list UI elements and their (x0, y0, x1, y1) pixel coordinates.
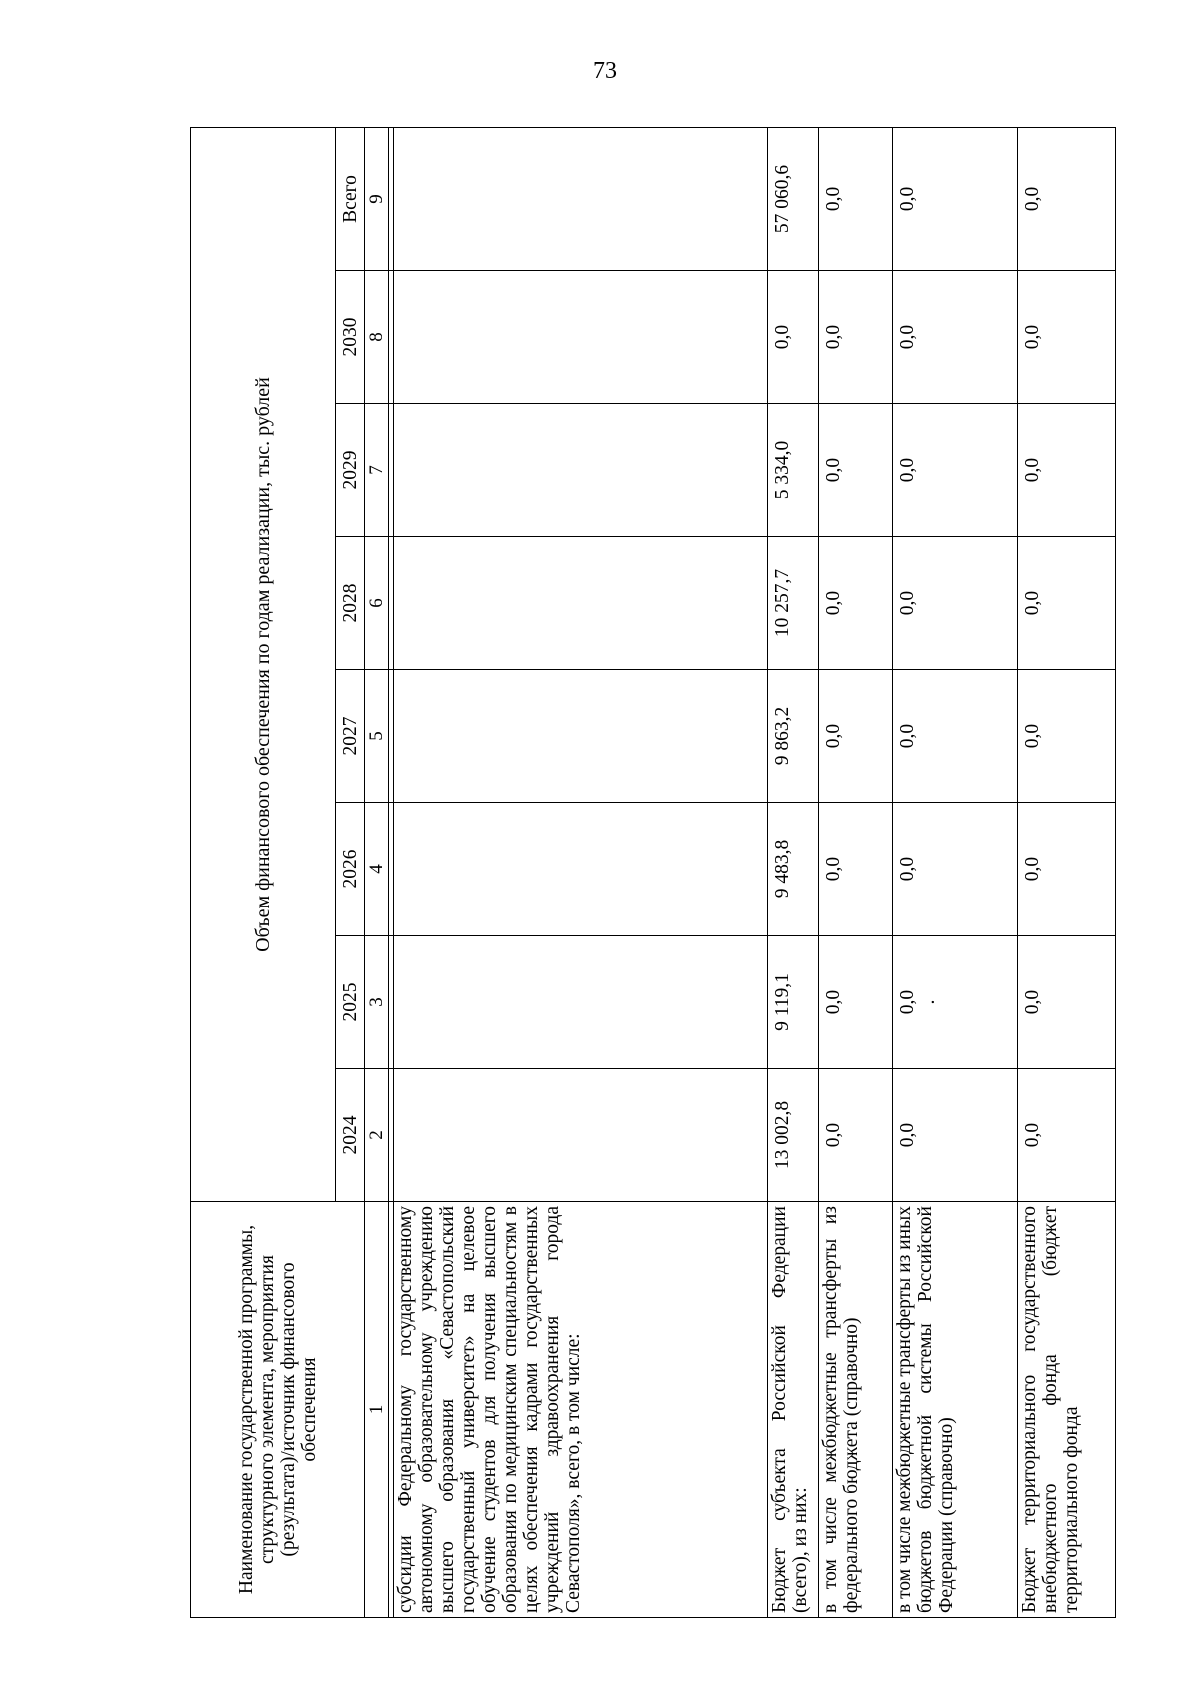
header-year: 2027 (336, 670, 365, 803)
row-name: Бюджет территориального государственного внебюджетного фонда (бюджет территориального фонда (1018, 1202, 1116, 1618)
row-value: 0,0 (892, 670, 1017, 803)
header-year: 2024 (336, 1069, 365, 1202)
row-value: 0,0 (1018, 271, 1116, 404)
row-value: 13 002,8 (767, 1069, 818, 1202)
column-number: 7 (365, 404, 388, 537)
row-name: в том числе межбюджетные трансферты из федерального бюджета (справочно) (818, 1202, 892, 1618)
column-number: 1 (365, 1202, 388, 1618)
row-value (393, 1069, 767, 1202)
header-year: 2026 (336, 803, 365, 936)
row-value (393, 404, 767, 537)
table-row (892, 127, 1017, 1617)
row-value: 0,0 (818, 271, 892, 404)
row-value: 5 334,0 (767, 404, 818, 537)
row-value: 0,0 (892, 271, 1017, 404)
row-value: 0,0 (818, 537, 892, 670)
column-number: 8 (365, 271, 388, 404)
column-number: 3 (365, 936, 388, 1069)
row-value: 10 257,7 (767, 537, 818, 670)
row-value: 0,0 (892, 1069, 1017, 1202)
financing-table (190, 127, 1116, 1618)
row-value (393, 271, 767, 404)
row-value: 0,0 (818, 404, 892, 537)
row-value: 0,0 (1018, 404, 1116, 537)
header-year: 2030 (336, 271, 365, 404)
row-value: 0,0 (1018, 936, 1116, 1069)
header-total: Всего (336, 127, 365, 270)
column-number: 5 (365, 670, 388, 803)
rotated-table-container (190, 128, 1116, 1618)
row-value: 0,0 (818, 803, 892, 936)
table-row (1018, 127, 1116, 1617)
row-value: 0,0 (767, 271, 818, 404)
row-value (892, 936, 1017, 1069)
row-value: 9 483,8 (767, 803, 818, 936)
row-value (393, 127, 767, 270)
row-value: 0,0 (892, 803, 1017, 936)
row-name: Бюджет субъекта Российской Федерации (всего), из них: (767, 1202, 818, 1618)
table-row (818, 127, 892, 1617)
stray-mark: . (916, 999, 939, 1005)
table-row (767, 127, 818, 1617)
row-value (393, 670, 767, 803)
row-value: 9 119,1 (767, 936, 818, 1069)
row-value: 0,0 (818, 127, 892, 270)
header-volume-column: Объем финансового обеспечения по годам реализации, тыс. рублей (191, 127, 336, 1201)
column-number-row (365, 127, 388, 1617)
row-value: 57 060,6 (767, 127, 818, 270)
row-value: 0,0 (892, 404, 1017, 537)
row-value: 0,0 (1018, 1069, 1116, 1202)
row-value (393, 803, 767, 936)
header-year: 2028 (336, 537, 365, 670)
row-value: 0,0 (1018, 670, 1116, 803)
column-number: 2 (365, 1069, 388, 1202)
row-value: 0,0 (892, 537, 1017, 670)
row-value: 9 863,2 (767, 670, 818, 803)
row-value: 0,0 (818, 1069, 892, 1202)
row-value-text: 0,0 (896, 989, 918, 1015)
column-number: 9 (365, 127, 388, 270)
table-row (393, 127, 767, 1617)
row-value: 0,0 (1018, 537, 1116, 670)
row-name: в том числе межбюджетные трансферты из иных бюджетов бюджетной системы Российской Федерации (справочно) (892, 1202, 1017, 1618)
header-year: 2029 (336, 404, 365, 537)
row-value (393, 936, 767, 1069)
row-value: 0,0 (1018, 127, 1116, 270)
page-number: 73 (593, 58, 617, 84)
row-value (393, 537, 767, 670)
header-name-column: Наименование государственной программы, структурного элемента, мероприятия (результата)/источник финансового обеспечения (191, 1202, 365, 1618)
row-value: 0,0 (1018, 803, 1116, 936)
column-number: 6 (365, 537, 388, 670)
row-name: субсидии Федеральному государственному автономному образовательному учреждению высшего образования «Севастопольский государственный университет» на целевое обучение студентов для получения высшего образования по медицинским специальностям в целях обеспечения кадрами государственных учреждений здравоохранения города Севастополя», всего, в том числе: (393, 1202, 767, 1618)
header-year: 2025 (336, 936, 365, 1069)
row-value: 0,0 (818, 670, 892, 803)
row-value: 0,0 (892, 127, 1017, 270)
column-number: 4 (365, 803, 388, 936)
row-value: 0,0 (818, 936, 892, 1069)
